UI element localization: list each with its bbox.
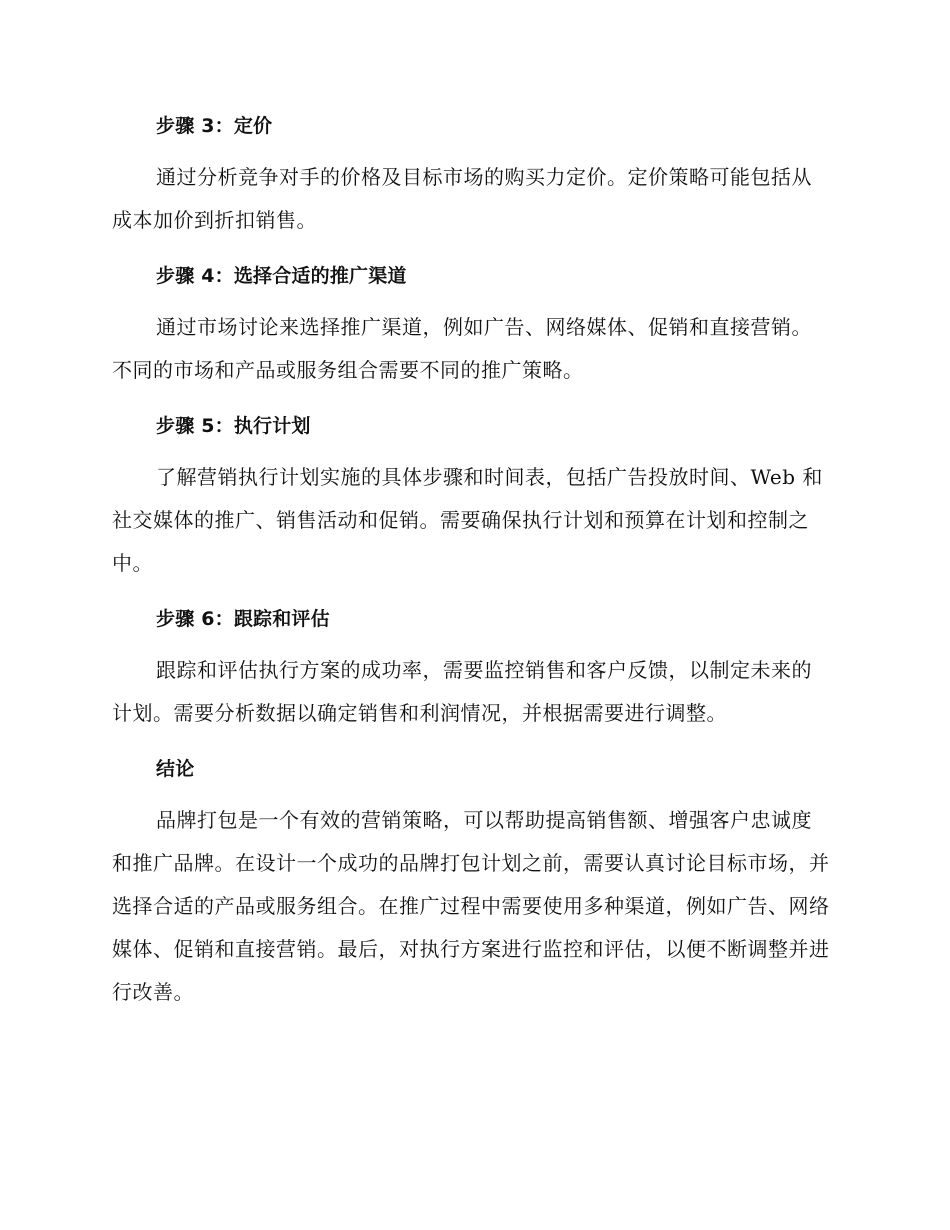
section-heading: 步骤 3：定价 bbox=[156, 115, 273, 137]
section-heading: 步骤 6：跟踪和评估 bbox=[156, 608, 330, 630]
section-step-3 bbox=[112, 108, 830, 242]
section-paragraph: 通过分析竞争对手的价格及目标市场的购买力定价。定价策略可能包括从成本加价到折扣销售。 bbox=[112, 165, 812, 232]
section-heading: 步骤 4：选择合适的推广渠道 bbox=[156, 265, 407, 287]
section-paragraph: 品牌打包是一个有效的营销策略，可以帮助提高销售额、增强客户忠诚度和推广品牌。在设计一个成功的品牌打包计划之前，需要认真讨论目标市场，并选择合适的产品或服务组合。在推广过程中需要使用多种渠道，例如广告、网络媒体、促销和直接营销。最后，对执行方案进行监控和评估，以便不断调整并进行改善。 bbox=[112, 808, 830, 1004]
section-heading: 步骤 5：执行计划 bbox=[156, 415, 311, 437]
section-paragraph: 跟踪和评估执行方案的成功率，需要监控销售和客户反馈，以制定未来的计划。需要分析数据以确定销售和利润情况，并根据需要进行调整。 bbox=[112, 658, 812, 725]
section-heading: 结论 bbox=[156, 758, 195, 780]
section-conclusion bbox=[112, 751, 830, 1014]
section-step-4 bbox=[112, 258, 830, 392]
section-step-6 bbox=[112, 601, 830, 735]
section-paragraph: 通过市场讨论来选择推广渠道，例如广告、网络媒体、促销和直接营销。不同的市场和产品或服务组合需要不同的推广策略。 bbox=[112, 315, 812, 382]
section-paragraph: 了解营销执行计划实施的具体步骤和时间表，包括广告投放时间、Web 和社交媒体的推广、销售活动和促销。需要确保执行计划和预算在计划和控制之中。 bbox=[112, 465, 823, 575]
section-step-5 bbox=[112, 408, 830, 585]
